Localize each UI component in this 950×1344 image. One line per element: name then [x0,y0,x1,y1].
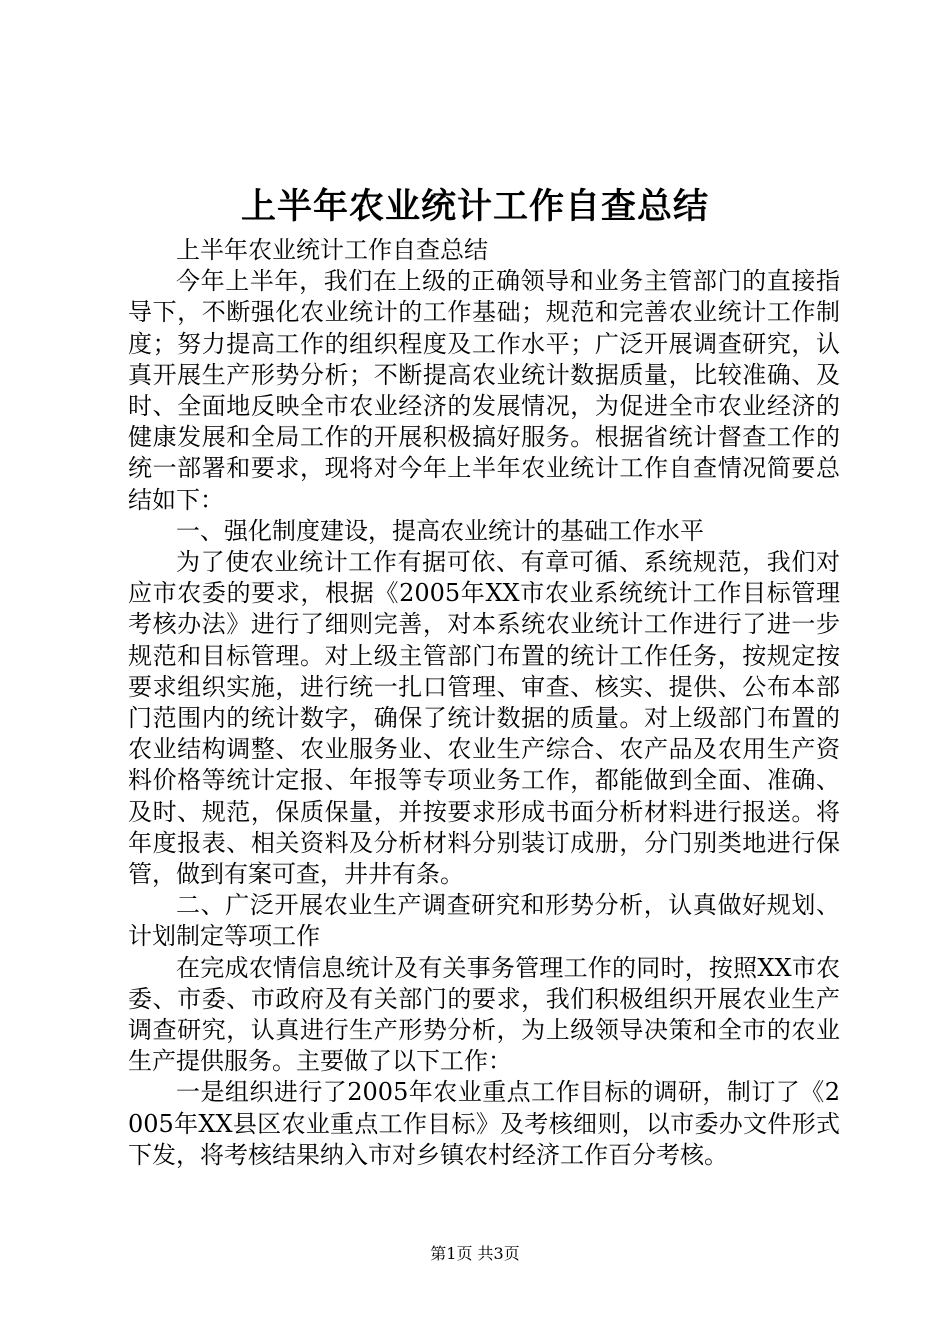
paragraph-item-1: 一是组织进行了2005年农业重点工作目标的调研，制订了《2005年XX县区农业重点工作目标》及考核细则，以市委办文件形式下发，将考核结果纳入市对乡镇农村经济工作百分考核。 [128,1078,840,1169]
page-footer: 第1页 共3页 [430,1244,520,1263]
paragraph-section-1: 为了使农业统计工作有据可依、有章可循、系统规范，我们对应市农委的要求，根据《2005年XX市农业系统统计工作目标管理考核办法》进行了细则完善，对本系统农业统计工作进行了进一步规范和目标管理。对上级主管部门布置的统计工作任务，按规定按要求组织实施，进行统一扎口管理、审查、核实、提供、公布本部门范围内的统计数字，确保了统计数据的质量。对上级部门布置的农业结构调整、农业服务业、农业生产综合、农产品及农用生产资料价格等统计定报、年报等专项业务工作，都能做到全面、准确、及时、规范，保质保量，并按要求形成书面分析材料进行报送。将年度报表、相关资料及分析材料分别装订成册，分门别类地进行保管，做到有案可查，井井有条。 [128,548,840,889]
document-title: 上半年农业统计工作自查总结 [240,187,709,227]
section-heading-2: 二、广泛开展农业生产调查研究和形势分析，认真做好规划、计划制定等项工作 [128,891,840,951]
section-heading-1: 一、强化制度建设，提高农业统计的基础工作水平 [176,516,704,545]
paragraph-section-2: 在完成农情信息统计及有关事务管理工作的同时，按照XX市农委、市委、市政府及有关部门的要求，我们积极组织开展农业生产调查研究，认真进行生产形势分析，为上级领导决策和全市的农业生产提供服务。主要做了以下工作： [128,953,840,1076]
document-body [128,235,840,1171]
paragraph-subtitle: 上半年农业统计工作自查总结 [176,236,488,264]
paragraph-intro: 今年上半年，我们在上级的正确领导和业务主管部门的直接指导下，不断强化农业统计的工作基础；规范和完善农业统计工作制度；努力提高工作的组织程度及工作水平；广泛开展调查研究，认真开展生产形势分析；不断提高农业统计数据质量，比较准确、及时、全面地反映全市农业经济的发展情况，为促进全市农业经济的健康发展和全局工作的开展积极搞好服务。根据省统计督查工作的统一部署和要求，现将对今年上半年农业统计工作自查情况简要总结如下： [128,267,840,514]
